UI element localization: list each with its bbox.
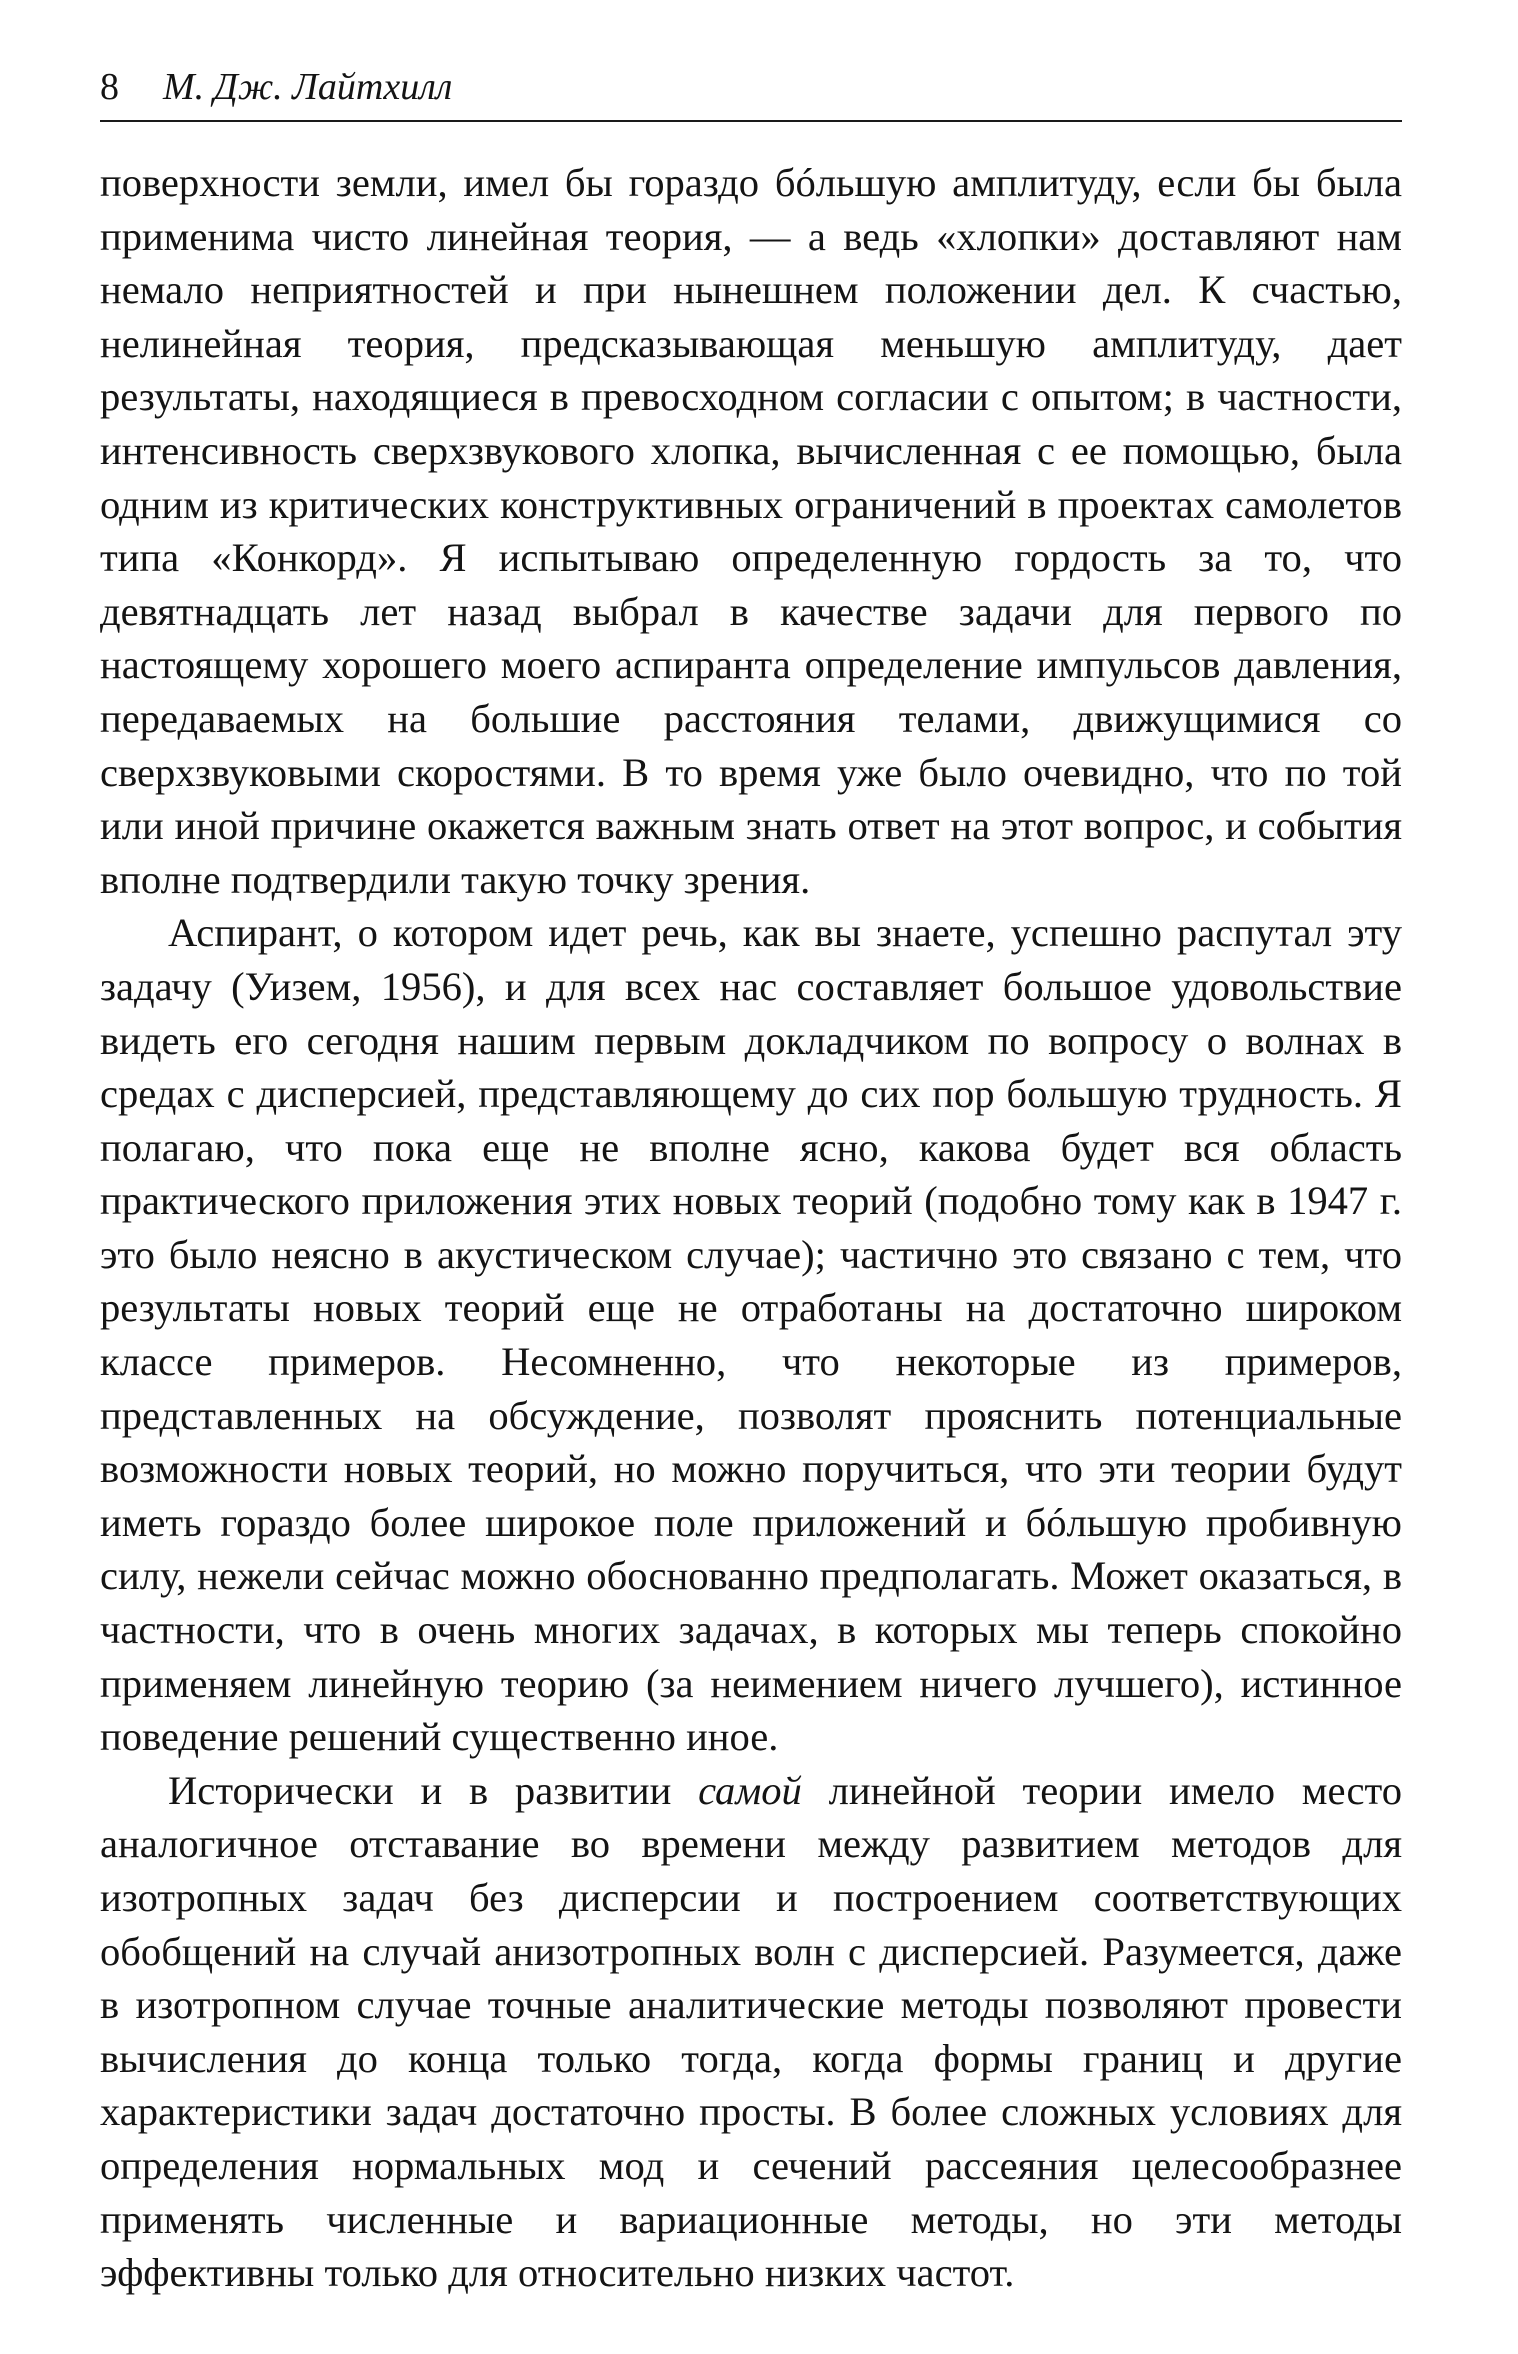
book-page bbox=[100, 68, 1402, 2300]
running-title: М. Дж. Лайтхилл bbox=[163, 66, 453, 108]
body-text bbox=[100, 156, 1402, 2300]
paragraph-text-after: линейной теории имело место аналогичное отставание во времени между развитием методов для изотропных задач без дисперсии и построением соответствующих обобщений на случай анизотропных волн с дисперсией. Разумеется, даже в изотропном случае точные аналитические методы позволяют провести вычисления до конца только тогда, когда формы границ и другие характеристики задач достаточно просты. В более сложных условиях для определения нормальных мод и сечений рассеяния целесообразнее применять численные и вариационные методы, но эти методы эффективны только для относительно низких частот. bbox=[100, 1767, 1402, 2296]
paragraph-historically bbox=[100, 1764, 1402, 2300]
page-number: 8 bbox=[100, 66, 119, 108]
paragraph-text-before: Исторически и в развитии bbox=[168, 1767, 699, 1813]
emphasis-word: самой bbox=[698, 1767, 802, 1813]
running-head bbox=[100, 68, 1402, 122]
paragraph-aspirant: Аспирант, о котором идет речь, как вы знаете, успешно распутал эту задачу (Уизем, 1956), и для всех нас составляет большое удовольствие видеть его сегодня нашим первым докладчиком по вопросу о волнах в средах с дисперсией, представляющему до сих пор большую трудность. Я полагаю, что пока еще не вполне ясно, какова будет вся область практического приложения этих новых теорий (подобно тому как в 1947 г. это было неясно в акустическом случае); частично это связано с тем, что результаты новых теорий еще не отработаны на достаточно широком классе примеров. Несомненно, что некоторые из примеров, представленных на обсуждение, позволят прояснить потенциальные возможности новых теорий, но можно поручиться, что эти теории будут иметь гораздо более широкое поле приложений и бóльшую пробивную силу, нежели сейчас можно обоснованно предполагать. Может оказаться, в частности, что в очень многих задачах, в которых мы теперь спокойно применяем линейную теорию (за неимением ничего лучшего), истинное поведение решений существенно иное. bbox=[100, 910, 1402, 1760]
paragraph-continued: поверхности земли, имел бы гораздо бóльшую амплитуду, если бы была применима чисто линейная теория, — а ведь «хлопки» доставляют нам немало неприятностей и при нынешнем положении дел. К счастью, нелинейная теория, предсказывающая меньшую амплитуду, дает результаты, находящиеся в превосходном согласии с опытом; в частности, интенсивность сверхзвукового хлопка, вычисленная с ее помощью, была одним из критических конструктивных ограничений в проектах самолетов типа «Конкорд». Я испытываю определенную гордость за то, что девятнадцать лет назад выбрал в качестве задачи для первого по настоящему хорошего моего аспиранта определение импульсов давления, передаваемых на большие расстояния телами, движущимися со сверхзвуковыми скоростями. В то время уже было очевидно, что по той или иной причине окажется важным знать ответ на этот вопрос, и события вполне подтвердили такую точку зрения. bbox=[100, 160, 1402, 902]
